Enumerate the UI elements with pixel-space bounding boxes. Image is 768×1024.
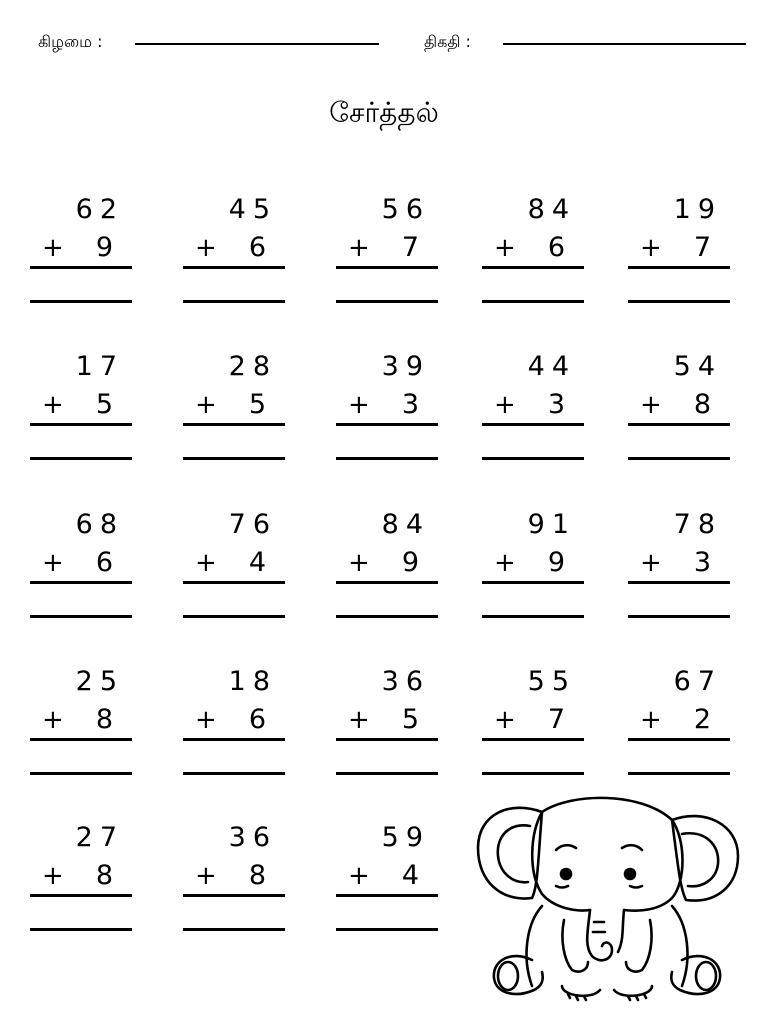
- answer-line[interactable]: [336, 772, 438, 775]
- addend-bottom: 9: [547, 547, 572, 578]
- addend-bottom: 8: [95, 860, 120, 891]
- sum-line: [336, 894, 438, 897]
- plus-sign: +: [494, 705, 523, 735]
- addend-top: 45: [228, 194, 277, 225]
- addition-problem: [183, 667, 285, 779]
- addend-top: 25: [75, 666, 124, 697]
- addend-top: 18: [228, 666, 277, 697]
- answer-line[interactable]: [30, 615, 132, 618]
- answer-line[interactable]: [628, 457, 730, 460]
- addition-problem: [482, 667, 584, 779]
- addend-top: 36: [228, 822, 277, 853]
- addend-top: 78: [673, 509, 722, 540]
- answer-line[interactable]: [482, 615, 584, 618]
- plus-sign: +: [348, 705, 377, 735]
- addend-bottom: 3: [547, 389, 572, 420]
- answer-line[interactable]: [183, 772, 285, 775]
- addend-top: 17: [75, 351, 124, 382]
- addend-bottom: 7: [401, 232, 426, 263]
- plus-sign: +: [195, 705, 224, 735]
- addend-top: 54: [673, 351, 722, 382]
- sum-line: [482, 423, 584, 426]
- addend-bottom: 6: [248, 704, 273, 735]
- answer-line[interactable]: [482, 300, 584, 303]
- addend-top: 39: [381, 351, 430, 382]
- sum-line: [336, 266, 438, 269]
- sum-line: [183, 266, 285, 269]
- sum-line: [30, 423, 132, 426]
- plus-sign: +: [640, 233, 669, 263]
- plus-sign: +: [348, 861, 377, 891]
- addition-problem: [336, 510, 438, 622]
- addend-top: 56: [381, 194, 430, 225]
- sum-line: [30, 581, 132, 584]
- plus-sign: +: [195, 861, 224, 891]
- addend-top: 62: [75, 194, 124, 225]
- addition-problem: [628, 195, 730, 307]
- addend-top: 67: [673, 666, 722, 697]
- addend-bottom: 4: [401, 860, 426, 891]
- addend-top: 84: [381, 509, 430, 540]
- answer-line[interactable]: [482, 772, 584, 775]
- answer-line[interactable]: [628, 300, 730, 303]
- sum-line: [183, 423, 285, 426]
- addend-top: 68: [75, 509, 124, 540]
- addition-problem: [628, 667, 730, 779]
- sum-line: [628, 266, 730, 269]
- addition-problem: [336, 352, 438, 464]
- plus-sign: +: [494, 548, 523, 578]
- addend-top: 44: [527, 351, 576, 382]
- answer-line[interactable]: [482, 457, 584, 460]
- addend-bottom: 7: [547, 704, 572, 735]
- sum-line: [183, 738, 285, 741]
- addition-problem: [482, 352, 584, 464]
- addend-top: 27: [75, 822, 124, 853]
- addition-problem: [336, 823, 438, 935]
- plus-sign: +: [195, 390, 224, 420]
- addition-problem: [30, 352, 132, 464]
- addend-top: 84: [527, 194, 576, 225]
- addition-problem: [482, 510, 584, 622]
- addition-problem: [482, 195, 584, 307]
- addend-bottom: 7: [693, 232, 718, 263]
- plus-sign: +: [42, 233, 71, 263]
- answer-line[interactable]: [30, 928, 132, 931]
- plus-sign: +: [640, 705, 669, 735]
- plus-sign: +: [640, 548, 669, 578]
- addition-problem: [336, 667, 438, 779]
- sum-line: [336, 581, 438, 584]
- answer-line[interactable]: [336, 928, 438, 931]
- sum-line: [482, 581, 584, 584]
- sum-line: [482, 738, 584, 741]
- addition-problem: [30, 667, 132, 779]
- sum-line: [628, 581, 730, 584]
- answer-line[interactable]: [628, 772, 730, 775]
- addend-top: 59: [381, 822, 430, 853]
- sum-line: [628, 738, 730, 741]
- addend-bottom: 9: [95, 232, 120, 263]
- addend-bottom: 5: [248, 389, 273, 420]
- addend-bottom: 8: [95, 704, 120, 735]
- plus-sign: +: [348, 233, 377, 263]
- answer-line[interactable]: [183, 615, 285, 618]
- answer-line[interactable]: [336, 615, 438, 618]
- day-field[interactable]: [135, 43, 379, 45]
- sum-line: [30, 738, 132, 741]
- answer-line[interactable]: [336, 457, 438, 460]
- addend-bottom: 6: [547, 232, 572, 263]
- addition-problem: [183, 823, 285, 935]
- plus-sign: +: [494, 233, 523, 263]
- sum-line: [30, 894, 132, 897]
- addition-problem: [183, 195, 285, 307]
- answer-line[interactable]: [183, 457, 285, 460]
- plus-sign: +: [42, 705, 71, 735]
- addition-problem: [628, 352, 730, 464]
- addition-problem: [628, 510, 730, 622]
- plus-sign: +: [42, 390, 71, 420]
- sum-line: [183, 581, 285, 584]
- sum-line: [336, 423, 438, 426]
- addend-bottom: 3: [401, 389, 426, 420]
- addition-problem: [30, 823, 132, 935]
- answer-line[interactable]: [183, 928, 285, 931]
- page-title: சேர்த்தல்: [329, 96, 439, 129]
- addend-top: 36: [381, 666, 430, 697]
- date-label: திகதி :: [424, 32, 471, 51]
- plus-sign: +: [195, 233, 224, 263]
- addend-bottom: 5: [95, 389, 120, 420]
- plus-sign: +: [348, 390, 377, 420]
- day-label: கிழமை :: [38, 32, 103, 51]
- addend-bottom: 8: [693, 389, 718, 420]
- addition-problem: [336, 195, 438, 307]
- sum-line: [482, 266, 584, 269]
- addend-bottom: 4: [248, 547, 273, 578]
- addend-bottom: 9: [401, 547, 426, 578]
- addend-bottom: 5: [401, 704, 426, 735]
- plus-sign: +: [640, 390, 669, 420]
- addition-problem: [30, 195, 132, 307]
- answer-line[interactable]: [336, 300, 438, 303]
- addend-bottom: 3: [693, 547, 718, 578]
- elephant-illustration: [472, 790, 752, 1002]
- addition-problem: [30, 510, 132, 622]
- addend-top: 76: [228, 509, 277, 540]
- addend-bottom: 6: [248, 232, 273, 263]
- answer-line[interactable]: [30, 457, 132, 460]
- plus-sign: +: [42, 861, 71, 891]
- addend-top: 55: [527, 666, 576, 697]
- answer-line[interactable]: [30, 772, 132, 775]
- addition-problem: [183, 352, 285, 464]
- addend-top: 28: [228, 351, 277, 382]
- sum-line: [336, 738, 438, 741]
- addend-bottom: 2: [693, 704, 718, 735]
- answer-line[interactable]: [30, 300, 132, 303]
- addend-bottom: 6: [95, 547, 120, 578]
- answer-line[interactable]: [183, 300, 285, 303]
- addend-top: 19: [673, 194, 722, 225]
- answer-line[interactable]: [628, 615, 730, 618]
- addition-problem: [183, 510, 285, 622]
- sum-line: [183, 894, 285, 897]
- addend-bottom: 8: [248, 860, 273, 891]
- plus-sign: +: [42, 548, 71, 578]
- sum-line: [628, 423, 730, 426]
- date-field[interactable]: [503, 43, 746, 45]
- sum-line: [30, 266, 132, 269]
- addend-top: 91: [527, 509, 576, 540]
- plus-sign: +: [195, 548, 224, 578]
- plus-sign: +: [494, 390, 523, 420]
- plus-sign: +: [348, 548, 377, 578]
